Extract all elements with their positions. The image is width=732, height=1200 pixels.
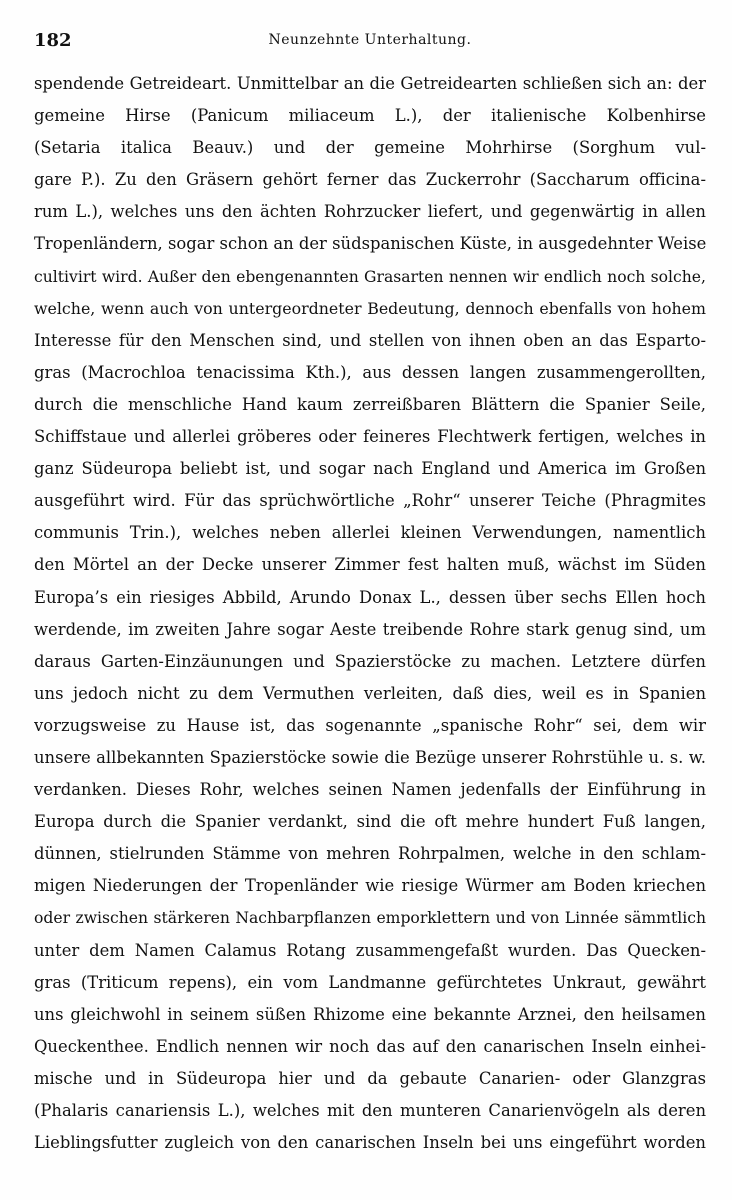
text-line: cultivirt wird. Außer den ebengenannten Grasarten nennen wir endlich noch solche, (34, 267, 706, 286)
text-line: durch die menschliche Hand kaum zerreißbaren Blättern die Spanier Seile, (34, 394, 706, 414)
text-line: gare P.). Zu den Gräsern gehört ferner das Zuckerrohr (Saccharum officina- (34, 170, 706, 190)
text-line: uns jedoch nicht zu dem Vermuthen verleiten, daß dies, weil es in Spanien (34, 683, 706, 703)
text-line: Tropenländern, sogar schon an der südspanischen Küste, in ausgedehnter Weise (34, 234, 706, 254)
text-line: Interesse für den Menschen sind, und stellen von ihnen oben an das Esparto- (34, 330, 706, 350)
text-line: Lieblingsfutter zugleich von den canarischen Inseln bei uns eingeführt worden (34, 1133, 706, 1153)
text-line: gras (Triticum repens), ein vom Landmanne gefürchtetes Unkraut, gewährt (34, 972, 706, 992)
text-line: unter dem Namen Calamus Rotang zusammengefaßt wurden. Das Quecken- (34, 940, 706, 960)
text-line: communis Trin.), welches neben allerlei kleinen Verwendungen, namentlich (34, 523, 706, 543)
text-line: gras (Macrochloa tenacissima Kth.), aus dessen langen zusammengerollten, (34, 362, 706, 382)
text-line: oder zwischen stärkeren Nachbarpflanzen emporklettern und von Linnée sämmtlich (34, 909, 706, 928)
text-line: unsere allbekannten Spazierstöcke sowie die Bezüge unserer Rohrstühle u. s. w. (34, 747, 706, 767)
text-line: daraus Garten-Einzäunungen und Spazierstöcke zu machen. Letztere dürfen (34, 651, 706, 671)
text-line: werdende, im zweiten Jahre sogar Aeste treibende Rohre stark genug sind, um (34, 619, 706, 639)
text-line: gemeine Hirse (Panicum miliaceum L.), der italienische Kolbenhirse (34, 106, 706, 126)
body-text (34, 68, 706, 1159)
text-line: spendende Getreideart. Unmittelbar an die Getreidearten schließen sich an: der (34, 74, 706, 93)
text-line: migen Niederungen der Tropenländer wie riesige Würmer am Boden kriechen (34, 876, 706, 896)
running-head: Neunzehnte Unterhaltung. (268, 32, 472, 48)
text-line: Europa durch die Spanier verdankt, sind die oft mehre hundert Fuß langen, (34, 812, 706, 832)
page-header (34, 30, 706, 58)
text-line: den Mörtel an der Decke unserer Zimmer fest halten muß, wächst im Süden (34, 555, 706, 575)
text-line: Queckenthee. Endlich nennen wir noch das auf den canarischen Inseln einhei- (34, 1036, 706, 1056)
text-line: vorzugsweise zu Hause ist, das sogenannte „spanische Rohr“ sei, dem wir (34, 715, 706, 735)
text-line: (Setaria italica Beauv.) und der gemeine Mohrhirse (Sorghum vul- (34, 138, 706, 158)
text-line: ganz Südeuropa beliebt ist, und sogar nach England und America im Großen (34, 459, 706, 479)
text-line: ausgeführt wird. Für das sprüchwörtliche „Rohr“ unserer Teiche (Phragmites (34, 491, 706, 511)
text-line: (Phalaris canariensis L.), welches mit den munteren Canarienvögeln als deren (34, 1101, 706, 1120)
text-line: mische und in Südeuropa hier und da gebaute Canarien- oder Glanzgras (34, 1068, 706, 1088)
text-line: rum L.), welches uns den ächten Rohrzucker liefert, und gegenwärtig in allen (34, 202, 706, 222)
text-line: Schiffstaue und allerlei gröberes oder feineres Flechtwerk fertigen, welches in (34, 427, 706, 447)
text-line: dünnen, stielrunden Stämme von mehren Rohrpalmen, welche in den schlam- (34, 844, 706, 864)
text-line: verdanken. Dieses Rohr, welches seinen Namen jedenfalls der Einführung in (34, 780, 706, 800)
text-line: Europa’s ein riesiges Abbild, Arundo Donax L., dessen über sechs Ellen hoch (34, 587, 706, 607)
text-line: welche, wenn auch von untergeordneter Bedeutung, dennoch ebenfalls von hohem (34, 298, 706, 318)
text-line: uns gleichwohl in seinem süßen Rhizome eine bekannte Arznei, den heilsamen (34, 1004, 706, 1024)
page-number: 182 (34, 30, 72, 51)
